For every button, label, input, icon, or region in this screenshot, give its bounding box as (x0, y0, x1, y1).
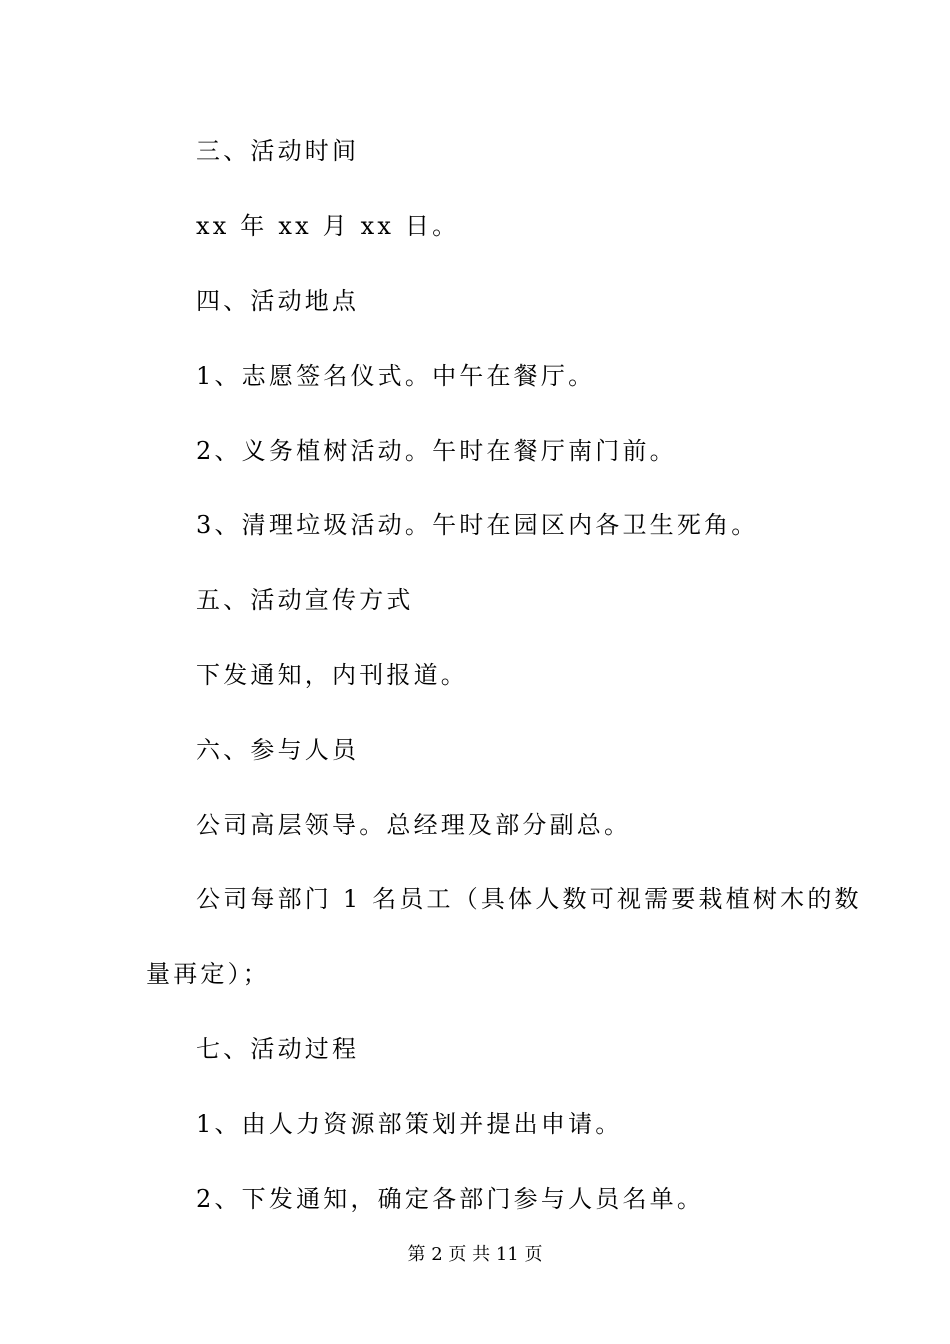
section-heading-publicity: 五、活动宣传方式 (196, 586, 414, 614)
section-heading-participants: 六、参与人员 (196, 736, 360, 764)
activity-date-text: xx 年 xx 月 xx 日。 (196, 212, 460, 240)
location-item-2: 2、义务植树活动。午时在餐厅南门前。 (196, 437, 677, 465)
section-heading-activity-location: 四、活动地点 (196, 287, 360, 315)
process-item-1: 1、由人力资源部策划并提出申请。 (196, 1110, 623, 1138)
section-heading-process: 七、活动过程 (196, 1035, 360, 1063)
participants-staff-text: 公司每部门 1 名员工（具体人数可视需要栽植树木的数 (196, 885, 862, 913)
publicity-text: 下发通知，内刊报道。 (196, 661, 468, 689)
page-number-footer: 第 2 页 共 11 页 (407, 1244, 543, 1265)
process-item-2: 2、下发通知，确定各部门参与人员名单。 (196, 1185, 705, 1213)
participants-staff-text-continued: 量再定）； (146, 960, 270, 988)
location-item-3: 3、清理垃圾活动。午时在园区内各卫生死角。 (196, 511, 759, 539)
section-heading-activity-time: 三、活动时间 (196, 137, 360, 165)
participants-leaders-text: 公司高层领导。总经理及部分副总。 (196, 811, 632, 839)
location-item-1: 1、志愿签名仪式。中午在餐厅。 (196, 362, 596, 390)
